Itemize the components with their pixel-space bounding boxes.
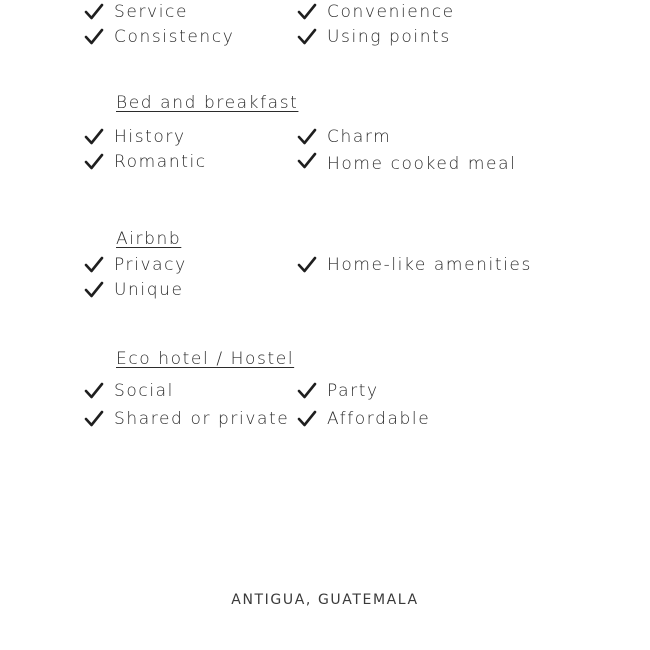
section-title-bnb: Bed and breakfast [116, 93, 299, 113]
item-label: Home cooked meal [327, 154, 517, 174]
item-label: History [114, 127, 186, 147]
item-label: Affordable [327, 409, 431, 429]
item-label: Consistency [114, 27, 235, 47]
item-label: Romantic [114, 152, 207, 172]
item-label: Home-like amenities [327, 255, 532, 275]
list-item [297, 407, 430, 431]
item-label: Charm [327, 127, 392, 147]
item-label: Unique [114, 280, 184, 300]
footer-location: ANTIGUA, GUATEMALA [231, 592, 419, 608]
check-icon [297, 255, 317, 275]
list-item [297, 0, 455, 24]
item-label: Service [114, 2, 189, 22]
item-label: Shared or private [114, 409, 290, 429]
item-label: Using points [327, 27, 451, 47]
list-item [84, 25, 234, 49]
check-icon [84, 152, 104, 172]
item-label: Social [114, 381, 175, 401]
list-item [297, 253, 532, 277]
list-item [84, 150, 207, 174]
check-icon [84, 409, 104, 429]
list-item [297, 152, 516, 176]
list-item [84, 278, 184, 302]
check-icon [297, 381, 317, 401]
list-item [297, 125, 391, 149]
section-title-airbnb: Airbnb [116, 229, 182, 249]
check-icon [297, 27, 317, 47]
list-item [84, 0, 188, 24]
section-title-eco: Eco hotel / Hostel [116, 349, 295, 369]
list-item [84, 379, 174, 403]
check-icon [84, 27, 104, 47]
list-item [84, 125, 186, 149]
check-icon [297, 151, 317, 171]
list-item [297, 25, 451, 49]
check-icon [84, 255, 104, 275]
check-icon [84, 280, 104, 300]
item-label: Privacy [114, 255, 187, 275]
list-item [297, 379, 379, 403]
check-icon [84, 2, 104, 22]
item-label: Party [327, 381, 379, 401]
check-icon [297, 127, 317, 147]
item-label: Convenience [327, 2, 455, 22]
list-item [84, 407, 289, 431]
check-icon [297, 2, 317, 22]
check-icon [297, 409, 317, 429]
check-icon [84, 127, 104, 147]
check-icon [84, 381, 104, 401]
list-item [84, 253, 187, 277]
